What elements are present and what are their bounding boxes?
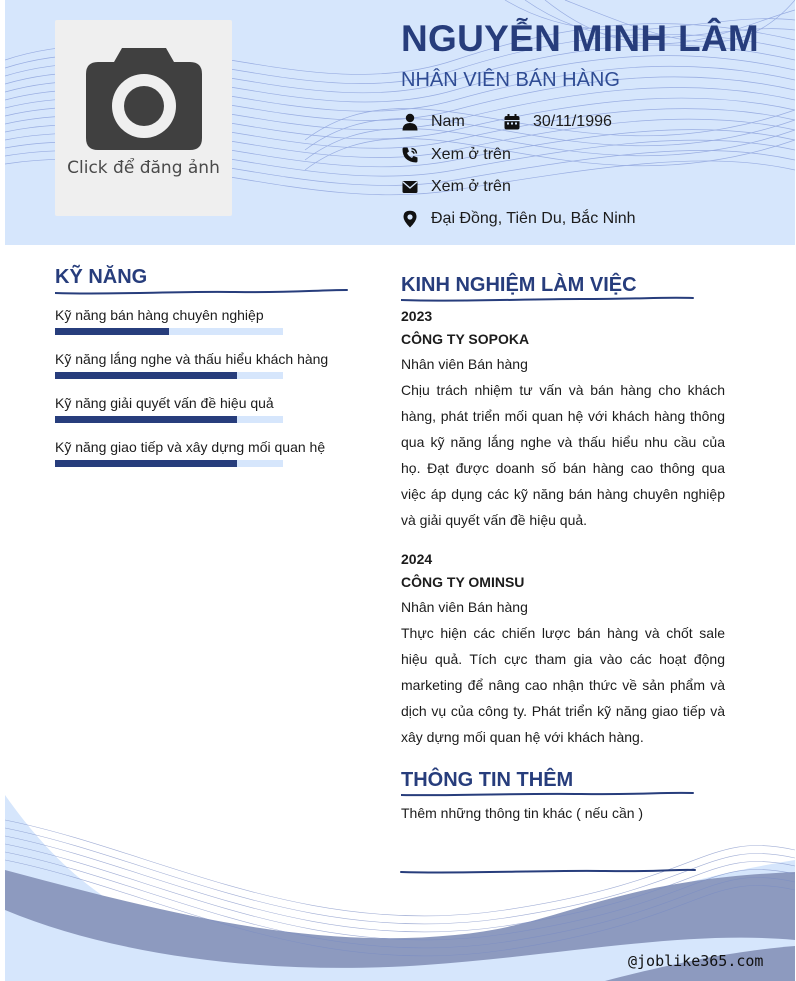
experience-heading-underline: [401, 295, 696, 303]
skill-level-bar: [55, 416, 283, 423]
skill-level-bar: [55, 328, 283, 335]
photo-upload-label: Click để đăng ảnh: [67, 158, 220, 178]
skills-heading: KỸ NĂNG: [55, 266, 148, 288]
experience-description: Chịu trách nhiệm tư vấn và bán hàng cho khách hàng, phát triển mối quan hệ với khách hàng thông qua kỹ năng lắng nghe và thấu hiểu nhu cầu của họ. Đạt được doanh số bán hàng cao thông qua việc áp dụng các kỹ năng bán hàng chuyên nghiệp và giải quyết vấn đề hiệu quả.: [401, 382, 725, 528]
birthday-value: 30/11/1996: [533, 113, 612, 130]
camera-icon: [86, 48, 202, 150]
skill-level-fill: [55, 372, 237, 379]
skill-label: Kỹ năng lắng nghe và thấu hiểu khách hàng: [55, 351, 329, 367]
skills-heading-underline: [55, 288, 350, 296]
experience-company: CÔNG TY SOPOKA: [401, 331, 530, 347]
experience-year: 2023: [401, 308, 433, 324]
phone-value: Xem ở trên: [431, 146, 511, 163]
candidate-name: NGUYỄN MINH LÂM: [401, 18, 760, 59]
skill-level-fill: [55, 416, 237, 423]
experience-position: Nhân viên Bán hàng: [401, 356, 528, 372]
user-icon: [401, 113, 419, 131]
experience-year: 2024: [401, 551, 433, 567]
calendar-icon: [503, 113, 521, 131]
watermark: @joblike365.com: [628, 952, 764, 970]
additional-info-heading: THÔNG TIN THÊM: [401, 769, 574, 791]
experience-company: CÔNG TY OMINSU: [401, 574, 525, 590]
experience-heading: KINH NGHIỆM LÀM VIỆC: [401, 274, 637, 296]
experience-description: Thực hiện các chiến lược bán hàng và chốt sale hiệu quả. Tích cực tham gia vào các hoạt động marketing để nâng cao nhận thức về sản phẩm và dịch vụ của công ty. Phát triển kỹ năng giao tiếp và xây dựng mối quan hệ với khách hàng.: [401, 625, 725, 745]
gender-value: Nam: [431, 113, 465, 130]
envelope-icon: [401, 178, 419, 196]
cv-page: [5, 0, 795, 981]
skill-level-bar: [55, 460, 283, 467]
skill-level-fill: [55, 328, 169, 335]
address-field: [401, 210, 661, 230]
skill-label: Kỹ năng giải quyết vấn đề hiệu quả: [55, 395, 274, 411]
additional-info-text: Thêm những thông tin khác ( nếu cần ): [401, 805, 644, 821]
phone-field: [401, 146, 601, 166]
email-field: [401, 178, 601, 198]
skill-level-fill: [55, 460, 237, 467]
phone-icon: [401, 146, 419, 164]
header: [5, 0, 795, 245]
email-value: Xem ở trên: [431, 178, 511, 195]
skill-level-bar: [55, 372, 283, 379]
skill-label: Kỹ năng bán hàng chuyên nghiệp: [55, 307, 264, 323]
map-pin-icon: [401, 210, 419, 228]
candidate-job-title: NHÂN VIÊN BÁN HÀNG: [401, 69, 620, 91]
skill-label: Kỹ năng giao tiếp và xây dựng mối quan hệ: [55, 439, 326, 455]
address-value: Đại Đồng, Tiên Du, Bắc Ninh: [431, 210, 636, 227]
birthday-field: [503, 113, 643, 133]
experience-position: Nhân viên Bán hàng: [401, 599, 528, 615]
profile-photo-upload[interactable]: [55, 20, 232, 216]
